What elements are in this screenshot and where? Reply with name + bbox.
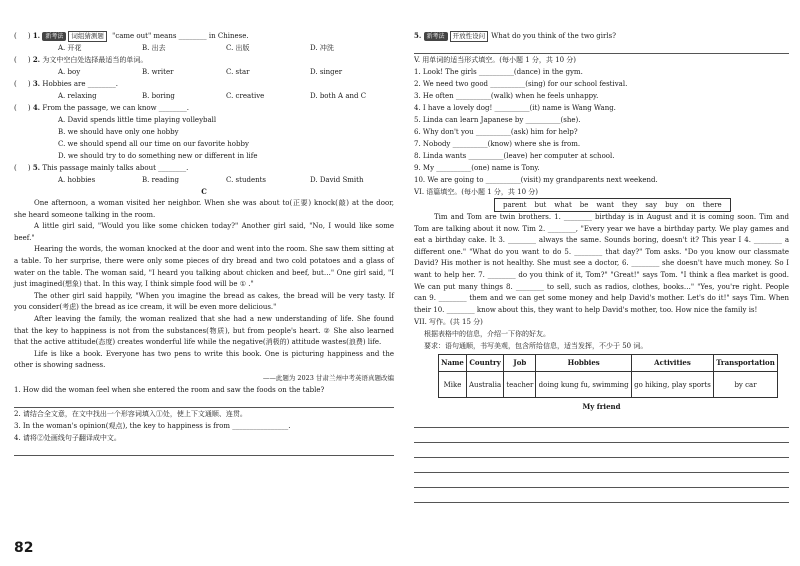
writing-line[interactable] (414, 473, 789, 488)
section-5-heading: V. 用单词的适当形式填空。(每小题 1 分，共 10 分) (414, 56, 577, 64)
page-number: 82 (14, 540, 34, 556)
question-type-box: 开放性设问 (450, 31, 489, 42)
passage-paragraph: A little girl said, "Would you like some chicken today?" Another girl said, "No, I would like some beef." (14, 222, 394, 242)
fill-item: 3. He often __________(walk) when he feels unhappy. (414, 92, 599, 100)
question-1: ( ) 1. 新考法 词组猜测题 "came out" means ________ in Chinese. (14, 31, 249, 40)
fill-item: 10. We are going to __________(visit) my grandparents next weekend. (414, 176, 658, 184)
answer-question-1: 1. How did the woman feel when she entered the room and saw the foods on the table? (14, 385, 325, 394)
passage-paragraph: After leaving the family, the woman realized that she had a new understanding of life. She found that the key to happiness is not from the substances(物质), but from people's heart. ② She also learned that the active attitude(态度) creates wonderful life while the negative(消极的) attitude wastes(浪费) life. (14, 314, 394, 347)
word-bank-row (414, 198, 789, 212)
writing-line[interactable] (414, 443, 789, 458)
passage-paragraph: Hearing the words, the woman knocked at the door and went into the room. She saw them sitting at a table. To her surprise, there were only some pieces of dry bread and two cold potatoes and a glass of water on the table. The woman said, "I heard you talking about chicken and beef, but…" One girl said, "I just imagined(想象) that. In this way, I think simple food will be ① ." (14, 245, 394, 289)
question-5-open: 5. 新考法 开放性设问 What do you think of the two girls? (414, 31, 616, 40)
question-2: ( ) 2. 为文中空白处选择最适当的单词。 (14, 55, 148, 64)
answer-line[interactable] (14, 444, 394, 456)
word-bank: parent but what be want they say buy on there (494, 198, 731, 212)
answer-question-2: 2. 请结合全文意，在文中找出一个形容词填入①处，使上下文通顺、连贯。 (14, 409, 247, 418)
info-table (438, 354, 778, 398)
new-method-tag: 新考法 (42, 32, 66, 41)
option-4d: D. we should try to do something new or different in life (58, 152, 258, 160)
left-column (14, 30, 394, 456)
fill-item: 8. Linda wants __________(leave) her computer at school. (414, 152, 615, 160)
right-column (414, 30, 789, 503)
new-method-tag: 新考法 (424, 32, 448, 41)
writing-requirements: 要求：语句通顺，书写美观，包含所给信息，适当发挥，不少于 50 词。 (424, 342, 648, 351)
answer-line[interactable] (414, 42, 789, 54)
writing-task: 根据表格中的信息，介绍一下你的好友。 (424, 330, 550, 339)
writing-line[interactable] (414, 413, 789, 428)
section-7-heading: VII. 写作。(共 15 分) (414, 318, 483, 327)
fill-item: 7. Nobody __________(know) where she is from. (414, 140, 581, 148)
fill-item: 2. We need two good __________(sing) for our school festival. (414, 80, 628, 88)
options-2: A. boy B. writer C. star D. singer (58, 68, 343, 76)
source-note: ——此题为 2023 甘肃兰州中考英语真题改编 (262, 373, 394, 382)
fill-item: 9. My __________(one) name is Tony. (414, 164, 540, 172)
options-1: A. 开花 B. 出去 C. 出版 D. 冲洗 (58, 44, 334, 52)
option-4b: B. we should have only one hobby (58, 128, 179, 136)
table-row: Mike Australia teacher doing kung fu, swimming go hiking, play sports by car (439, 372, 778, 398)
fill-item: 1. Look! The girls __________(dance) in the gym. (414, 68, 583, 76)
table-header-row: Name Country Job Hobbies Activities Transportation (439, 355, 778, 372)
passage-paragraph: One afternoon, a woman visited her neighbor. When she was about to(正要) knock(敲) at the door, she heard someone talking in the room. (14, 199, 394, 219)
answer-question-3: 3. In the woman's opinion(观点), the key to happiness is from ________________. (14, 421, 291, 430)
question-type-box: 词组猜测题 (68, 31, 107, 42)
option-4a: A. David spends little time playing volleyball (58, 116, 217, 124)
fill-item: 6. Why don't you __________(ask) him for help? (414, 128, 578, 136)
passage-paragraph: Life is like a book. Everyone has two pens to write this book. One is picturing happiness and the other is showing sadness. (14, 349, 394, 370)
writing-line[interactable] (414, 428, 789, 443)
fill-item: 4. I have a lovely dog! __________(it) name is Wang Wang. (414, 104, 616, 112)
options-5: A. hobbies B. reading C. students D. David Smith (58, 176, 364, 184)
section-c-heading: C (201, 187, 207, 196)
section-6-heading: VI. 语篇填空。(每小题 1 分，共 10 分) (414, 188, 538, 196)
passage-paragraph: The other girl said happily, "When you imagine the bread as cakes, the bread will be very tasty. If you consider(考虑) the bread as ice cream, it will be even more delicious." (14, 291, 394, 312)
question-5: ( ) 5. This passage mainly talks about ________. (14, 163, 189, 172)
answer-question-4: 4. 请将②处画线句子翻译成中文。 (14, 433, 121, 442)
question-4: ( ) 4. From the passage, we can know ________. (14, 103, 190, 112)
writing-line[interactable] (414, 458, 789, 473)
cloze-passage: Tim and Tom are twin brothers. 1. ________ birthday is in August and it is coming soon. Tim and Tom are talking about it now. Tim 2. ________, "Every year we have a birthday party. We play games and eat a birthday cake. It 3. ________ always the same. Sounds boring, doesn't it? This year I 4. ________ a different one." "What do you want to do 5. ________ that day?" Tom asks. "Do you know our classmate David? His mother is not healthy. She must see a doctor, 6. ________ she doesn't have much money. So I want to help her. 7. ________ do you think of it, Tom?" "Great!" says Tom. "I think a flea market is good. We can put many things 8. ________ to sell, such as radios, clothes, books…" "Yes, you're right. People can 9. ________ them and we can get some money and help David's mother. Let's do it!" says Tim. When their 10. ________ know about this, they want to help David's mother, too. How nice the family is! (414, 213, 789, 314)
writing-line[interactable] (414, 488, 789, 503)
fill-item: 5. Linda can learn Japanese by __________(she). (414, 116, 581, 124)
essay-title: My friend (582, 402, 621, 412)
question-3: ( ) 3. Hobbies are ________. (14, 79, 118, 88)
option-4c: C. we should spend all our time on our favorite hobby (58, 140, 249, 148)
answer-line[interactable] (14, 396, 394, 408)
options-3: A. relaxing B. boring C. creative D. both A and C (58, 92, 367, 100)
